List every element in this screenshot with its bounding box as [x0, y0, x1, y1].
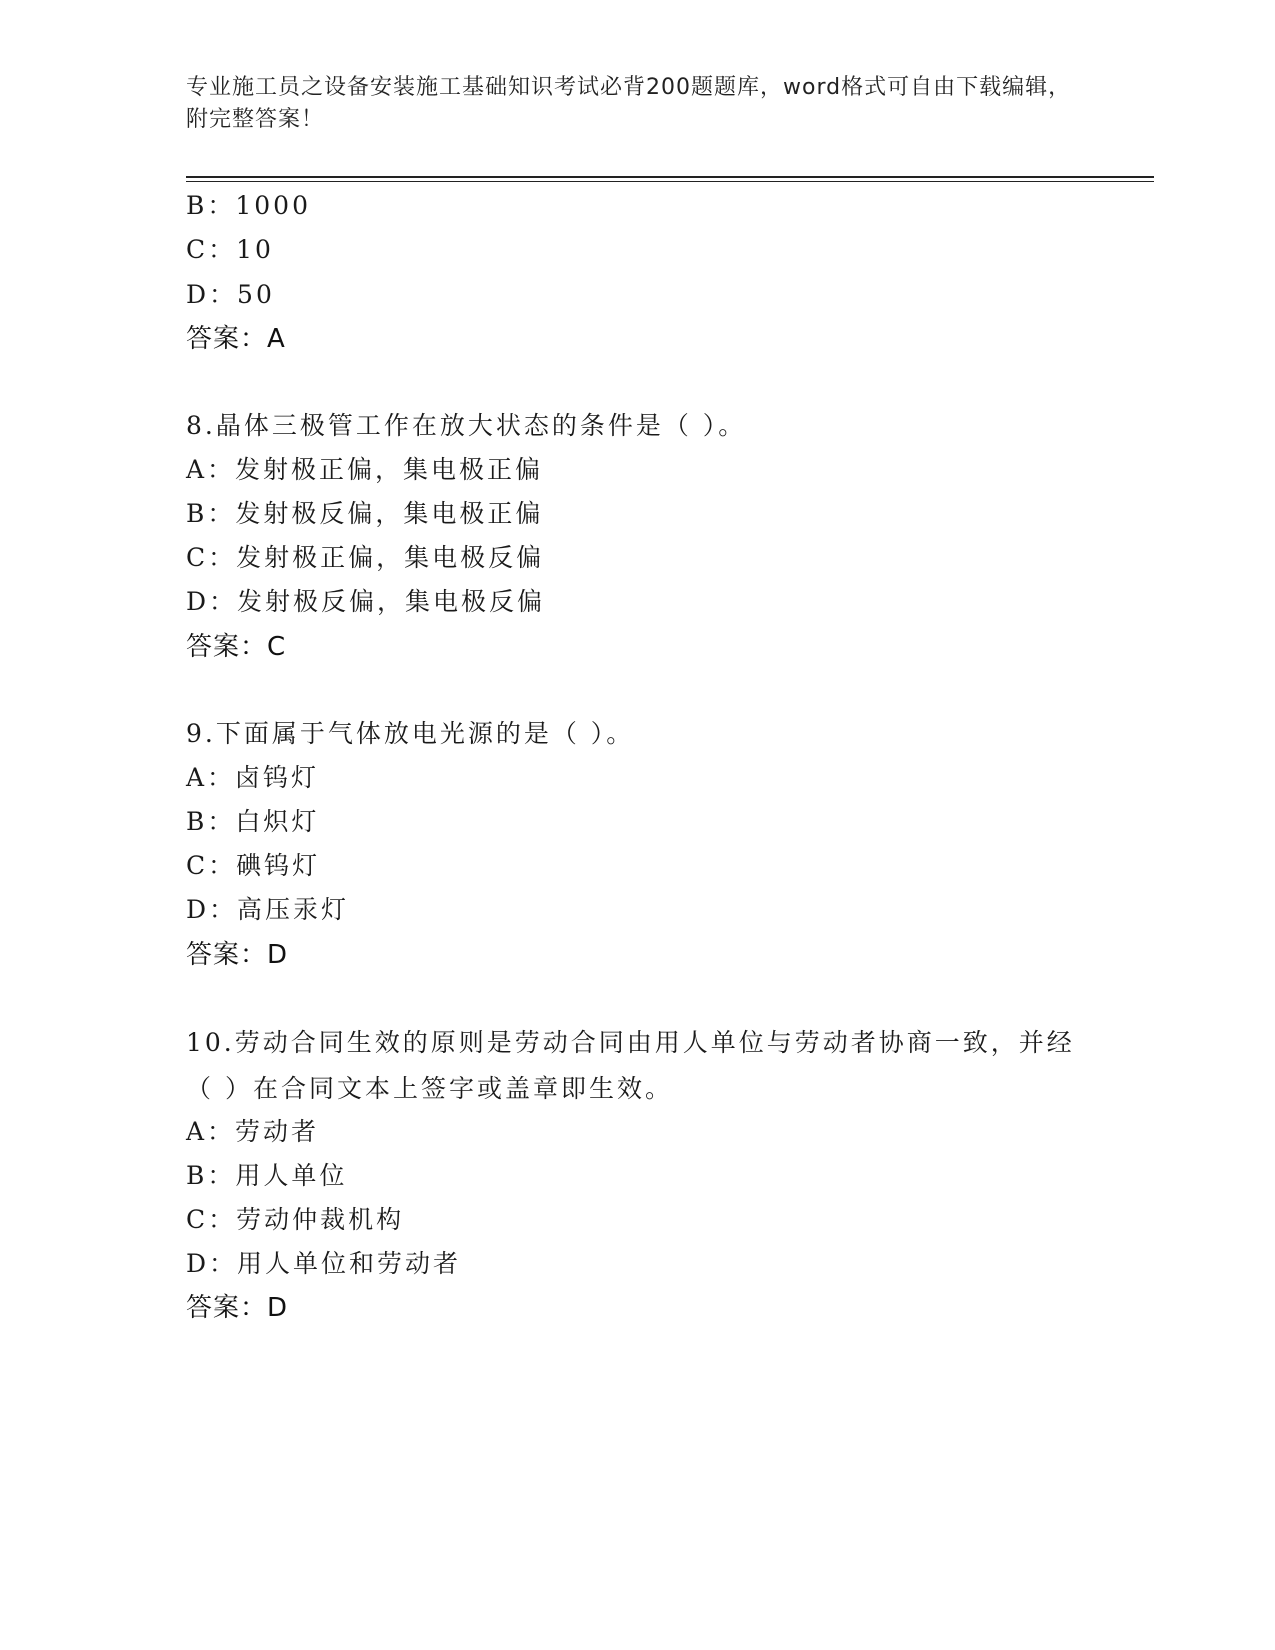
document-header: 专业施工员之设备安装施工基础知识考试必背200题题库，word格式可自由下载编辑，附完整答案！	[186, 75, 1072, 132]
q9-option-a: A：卤钨灯	[186, 763, 320, 792]
q8-answer: 答案：C	[186, 632, 287, 662]
q10-option-a: A：劳动者	[186, 1117, 320, 1146]
q10-option-c: C：劳动仲裁机构	[186, 1205, 405, 1234]
q7-option-b: B：1000	[186, 191, 311, 220]
q8-option-d: D：发射极反偏，集电极反偏	[186, 587, 546, 616]
q10-question: 10.劳动合同生效的原则是劳动合同由用人单位与劳动者协商一致，并经（ ）在合同文本上签字或盖章即生效。	[186, 1028, 1075, 1103]
q9-option-b: B：白炽灯	[186, 807, 320, 836]
q7-answer: 答案：A	[186, 324, 286, 354]
q7-option-d: D：50	[186, 280, 275, 309]
q8-option-b: B：发射极反偏，集电极正偏	[186, 499, 544, 528]
q8-option-a: A：发射极正偏，集电极正偏	[186, 455, 544, 484]
header-divider-thick	[186, 176, 1154, 178]
q9-question: 9.下面属于气体放电光源的是（ ）。	[186, 719, 635, 748]
q9-answer: 答案：D	[186, 940, 289, 970]
q10-option-d: D：用人单位和劳动者	[186, 1249, 462, 1278]
q8-option-c: C：发射极正偏，集电极反偏	[186, 543, 545, 572]
q10-answer: 答案：D	[186, 1293, 289, 1323]
q8-question: 8.晶体三极管工作在放大状态的条件是（ ）。	[186, 411, 747, 440]
header-divider-thin	[186, 181, 1154, 182]
q9-option-d: D：高压汞灯	[186, 895, 350, 924]
q10-option-b: B：用人单位	[186, 1161, 348, 1190]
q9-option-c: C：碘钨灯	[186, 851, 321, 880]
q7-option-c: C：10	[186, 235, 274, 264]
